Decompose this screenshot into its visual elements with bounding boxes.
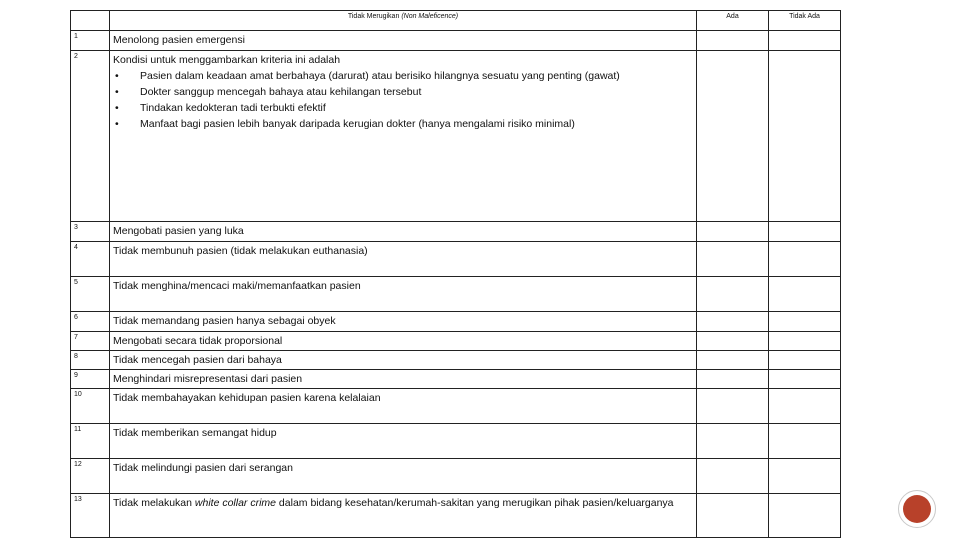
cell-tidak-ada[interactable] <box>769 459 841 494</box>
cell-ada[interactable] <box>697 332 769 351</box>
list-item: • Dokter sanggup mencegah bahaya atau kehilangan tersebut <box>113 84 696 100</box>
row-text: Tidak memberikan semangat hidup <box>110 424 697 459</box>
cell-ada[interactable] <box>697 370 769 389</box>
cell-ada[interactable] <box>697 312 769 332</box>
table-row <box>71 242 841 277</box>
list-item: • Pasien dalam keadaan amat berbahaya (darurat) atau berisiko hilangnya sesuatu yang penting (gawat) <box>113 68 696 84</box>
row-text: Mengobati secara tidak proporsional <box>110 332 697 351</box>
list-item: • Tindakan kedokteran tadi terbukti efektif <box>113 100 696 116</box>
cell-ada[interactable] <box>697 459 769 494</box>
cell-tidak-ada[interactable] <box>769 332 841 351</box>
header-no <box>71 11 110 31</box>
cell-tidak-ada[interactable] <box>769 31 841 51</box>
table-row <box>71 332 841 351</box>
cell-ada[interactable] <box>697 51 769 222</box>
cell-ada[interactable] <box>697 424 769 459</box>
list-item: • Manfaat bagi pasien lebih banyak daripada kerugian dokter (hanya mengalami risiko minimal) <box>113 116 696 132</box>
row-text: Menghindari misrepresentasi dari pasien <box>110 370 697 389</box>
row-number: 2 <box>71 51 110 222</box>
non-maleficence-checklist-table <box>70 10 841 538</box>
header-criteria-subtitle: (Non Maleficence) <box>401 13 459 20</box>
table-row <box>71 277 841 312</box>
cell-tidak-ada[interactable] <box>769 424 841 459</box>
row-text-italic: white collar crime <box>194 497 277 509</box>
table-row <box>71 424 841 459</box>
row-text: Tidak memandang pasien hanya sebagai obyek <box>110 312 697 332</box>
table-row <box>71 494 841 538</box>
cell-ada[interactable] <box>697 494 769 538</box>
table-row <box>71 222 841 242</box>
row-text-post: dalam bidang kesehatan/kerumah-sakitan yang merugikan pihak pasien/keluarganya <box>276 497 674 509</box>
row-text: Tidak mencegah pasien dari bahaya <box>110 351 697 370</box>
circle-seal-icon <box>898 490 936 528</box>
row-text: Menolong pasien emergensi <box>110 31 697 51</box>
row-number: 6 <box>71 312 110 332</box>
row-number: 13 <box>71 494 110 538</box>
row-number: 10 <box>71 389 110 424</box>
row-text <box>110 494 697 538</box>
table-row <box>71 351 841 370</box>
table-row <box>71 312 841 332</box>
header-criteria <box>110 11 697 31</box>
condition-list <box>113 68 696 132</box>
row-text-pre: Tidak melakukan <box>113 497 195 509</box>
row-number: 11 <box>71 424 110 459</box>
cell-ada[interactable] <box>697 351 769 370</box>
cell-ada[interactable] <box>697 389 769 424</box>
cell-tidak-ada[interactable] <box>769 51 841 222</box>
table-row <box>71 51 841 222</box>
row-number: 3 <box>71 222 110 242</box>
header-ada: Ada <box>697 11 769 31</box>
cell-tidak-ada[interactable] <box>769 370 841 389</box>
cell-tidak-ada[interactable] <box>769 312 841 332</box>
cell-tidak-ada[interactable] <box>769 277 841 312</box>
row-number: 7 <box>71 332 110 351</box>
row-text: Tidak melindungi pasien dari serangan <box>110 459 697 494</box>
cell-ada[interactable] <box>697 31 769 51</box>
cell-ada[interactable] <box>697 222 769 242</box>
row-text: Tidak menghina/mencaci maki/memanfaatkan pasien <box>110 277 697 312</box>
table-row <box>71 389 841 424</box>
row-text: Tidak membunuh pasien (tidak melakukan euthanasia) <box>110 242 697 277</box>
row-number: 5 <box>71 277 110 312</box>
header-tidak-ada: Tidak Ada <box>769 11 841 31</box>
row-number: 4 <box>71 242 110 277</box>
cell-tidak-ada[interactable] <box>769 242 841 277</box>
row-number: 12 <box>71 459 110 494</box>
cell-tidak-ada[interactable] <box>769 222 841 242</box>
cell-tidak-ada[interactable] <box>769 389 841 424</box>
header-row <box>71 11 841 31</box>
cell-tidak-ada[interactable] <box>769 351 841 370</box>
row-number: 1 <box>71 31 110 51</box>
table-row <box>71 370 841 389</box>
row-number: 8 <box>71 351 110 370</box>
seal-inner-icon <box>903 495 931 523</box>
cell-tidak-ada[interactable] <box>769 494 841 538</box>
row-text: Mengobati pasien yang luka <box>110 222 697 242</box>
table-row <box>71 459 841 494</box>
row-content <box>110 51 697 222</box>
header-criteria-title: Tidak Merugikan <box>347 13 400 20</box>
row-text: Tidak membahayakan kehidupan pasien karena kelalaian <box>110 389 697 424</box>
table-row <box>71 31 841 51</box>
row-text: Kondisi untuk menggambarkan kriteria ini adalah <box>113 54 341 66</box>
cell-ada[interactable] <box>697 277 769 312</box>
cell-ada[interactable] <box>697 242 769 277</box>
row-number: 9 <box>71 370 110 389</box>
